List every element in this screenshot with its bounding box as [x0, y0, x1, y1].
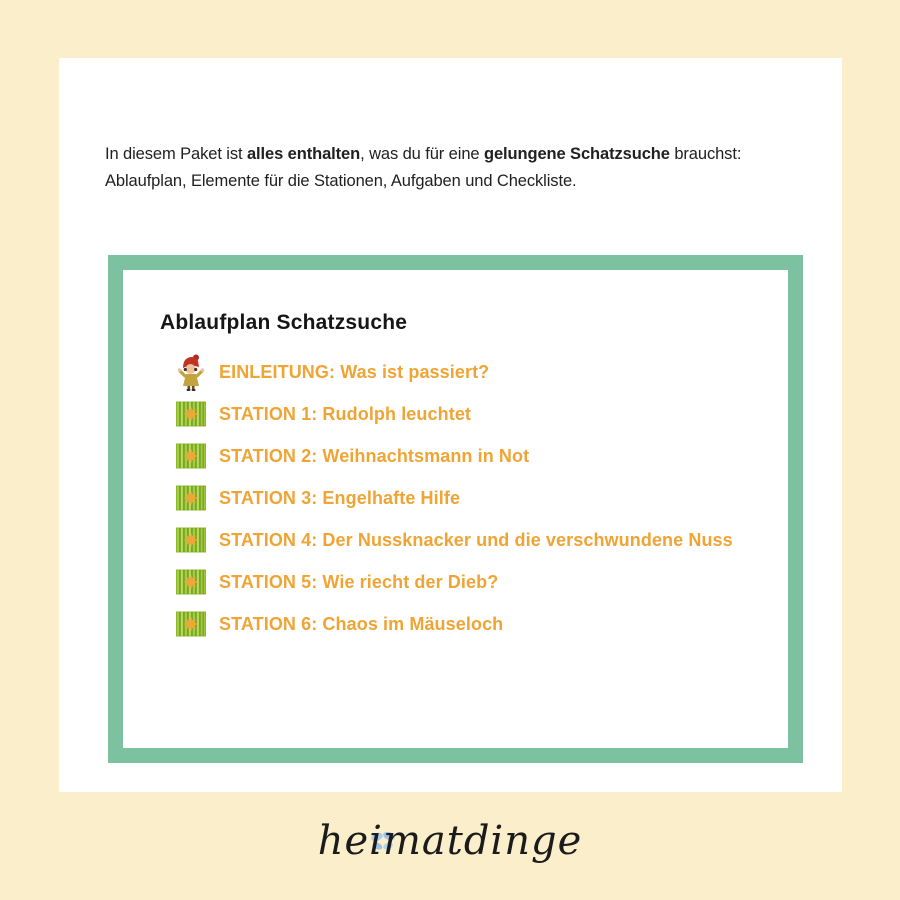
list-item	[160, 393, 788, 435]
list-item	[160, 519, 788, 561]
list-item-label: STATION 2: Weihnachtsmann in Not	[219, 445, 530, 466]
intro-line1-mid: , was du für eine	[360, 144, 484, 163]
gift-icon	[176, 611, 206, 637]
plan-title: Ablaufplan Schatzsuche	[160, 311, 408, 334]
gnome-icon	[176, 353, 206, 391]
list-item-label: EINLEITUNG: Was ist passiert?	[219, 361, 490, 382]
list-item	[160, 477, 788, 519]
list-item	[160, 603, 788, 645]
list-item-label: STATION 1: Rudolph leuchtet	[219, 403, 472, 424]
list-item	[160, 435, 788, 477]
intro-line1-prefix: In diesem Paket ist	[105, 144, 247, 163]
content-card	[59, 58, 842, 792]
intro-line2: Ablaufplan, Elemente für die Stationen, Aufgaben und Checkliste.	[105, 171, 577, 190]
gift-icon	[176, 401, 206, 427]
list-item-label: STATION 5: Wie riecht der Dieb?	[219, 571, 499, 592]
intro-line1-bold2: gelungene Schatzsuche	[483, 144, 670, 163]
brand-logo	[0, 818, 900, 864]
list-item	[160, 351, 788, 393]
intro-line1-suffix: brauchst:	[669, 144, 742, 163]
brand-logo-text: heimatdinge	[317, 818, 583, 864]
list-item-label: STATION 6: Chaos im Mäuseloch	[219, 613, 504, 634]
list-item-label: STATION 4: Der Nussknacker und die verschwundene Nuss	[219, 529, 733, 550]
plan-frame	[108, 255, 803, 763]
list-item-label: STATION 3: Engelhafte Hilfe	[219, 487, 461, 508]
brand-logo-wrap	[318, 818, 583, 864]
intro-line1-bold1: alles enthalten	[246, 144, 361, 163]
gift-icon	[176, 485, 206, 511]
gift-icon	[176, 443, 206, 469]
intro-text	[105, 141, 741, 195]
gift-icon	[176, 527, 206, 553]
gift-icon	[176, 569, 206, 595]
list-item	[160, 561, 788, 603]
plan-list	[160, 351, 788, 645]
